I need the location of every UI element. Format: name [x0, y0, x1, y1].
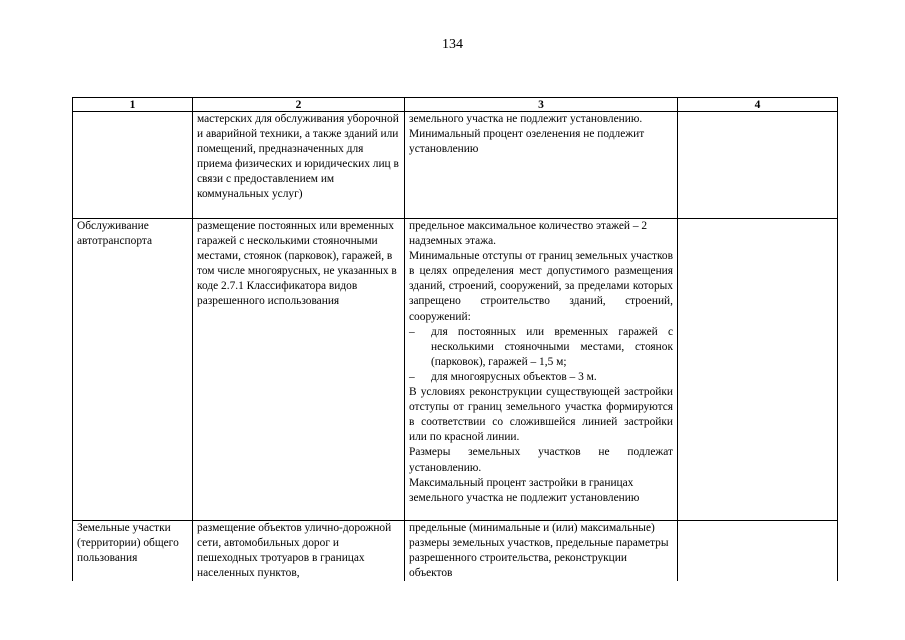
- cell-use-type: Обслуживание автотранспорта: [73, 219, 193, 521]
- cell-description: мастерских для обслуживания уборочной и аварийной техники, а также зданий или помещений, предназначенных для приема физических и юридических лиц в связи с предоставлением им коммунальных услуг): [193, 112, 405, 219]
- cell-parameters: [405, 521, 678, 582]
- parameters-paragraph: В условиях реконструкции существующей застройки отступы от границ земельного участка формируются в соответствии со сложившейся линией застройки или по красной линии.: [409, 386, 673, 444]
- cell-notes: [678, 219, 838, 521]
- bullet-item: – для многоярусных объектов – 3 м.: [409, 370, 673, 385]
- parameters-paragraph: Минимальный процент озеленения не подлежит установлению: [409, 128, 645, 156]
- cell-parameters: [405, 219, 678, 521]
- header-col-1: 1: [73, 98, 193, 112]
- cell-description: размещение объектов улично-дорожной сети, автомобильных дорог и пешеходных тротуаров в границах населенных пунктов,: [193, 521, 405, 582]
- cell-description: размещение постоянных или временных гаражей с несколькими стояночными местами, стоянок (парковок), гаражей, в том числе многоярусных, не указанных в коде 2.7.1 Классификатора видов разрешенного использования: [193, 219, 405, 521]
- parameters-paragraph: земельного участка не подлежит установлению.: [409, 113, 643, 125]
- cell-use-type: Земельные участки (территории) общего пользования: [73, 521, 193, 582]
- table-row: [73, 219, 838, 521]
- table-row: [73, 112, 838, 219]
- regulations-table: [72, 97, 838, 581]
- bullet-text: для постоянных или временных гаражей с несколькими стояночными местами, стоянок (парковок), гаражей – 1,5 м;: [431, 325, 673, 368]
- parameters-paragraph: Максимальный процент застройки в границах земельного участка не подлежит установлению: [409, 476, 640, 504]
- table-row: [73, 521, 838, 582]
- parameters-paragraph: предельные (минимальные и (или) максимальные) размеры земельных участков, предельные параметры разрешенного строительства, реконструкции объектов: [409, 522, 669, 580]
- parameters-paragraph: Размеры земельных участков не подлежат установлению.: [409, 446, 673, 474]
- page-number: 134: [442, 37, 463, 52]
- header-col-3: 3: [405, 98, 678, 112]
- header-col-4: 4: [678, 98, 838, 112]
- cell-notes: [678, 112, 838, 219]
- bullet-item: – для постоянных или временных гаражей с несколькими стояночными местами, стоянок (парковок), гаражей – 1,5 м;: [409, 325, 673, 370]
- parameters-paragraph: Минимальные отступы от границ земельных участков в целях определения мест допустимого размещения зданий, строений, сооружений, за пределами которых запрещено строительство зданий, строений, сооружений:: [409, 250, 673, 323]
- bullet-text: для многоярусных объектов – 3 м.: [431, 370, 597, 383]
- cell-notes: [678, 521, 838, 582]
- cell-parameters: [405, 112, 678, 219]
- parameters-paragraph: предельное максимальное количество этажей – 2 надземных этажа.: [409, 220, 648, 248]
- cell-use-type: [73, 112, 193, 219]
- header-col-2: 2: [193, 98, 405, 112]
- table-header-row: [73, 98, 838, 112]
